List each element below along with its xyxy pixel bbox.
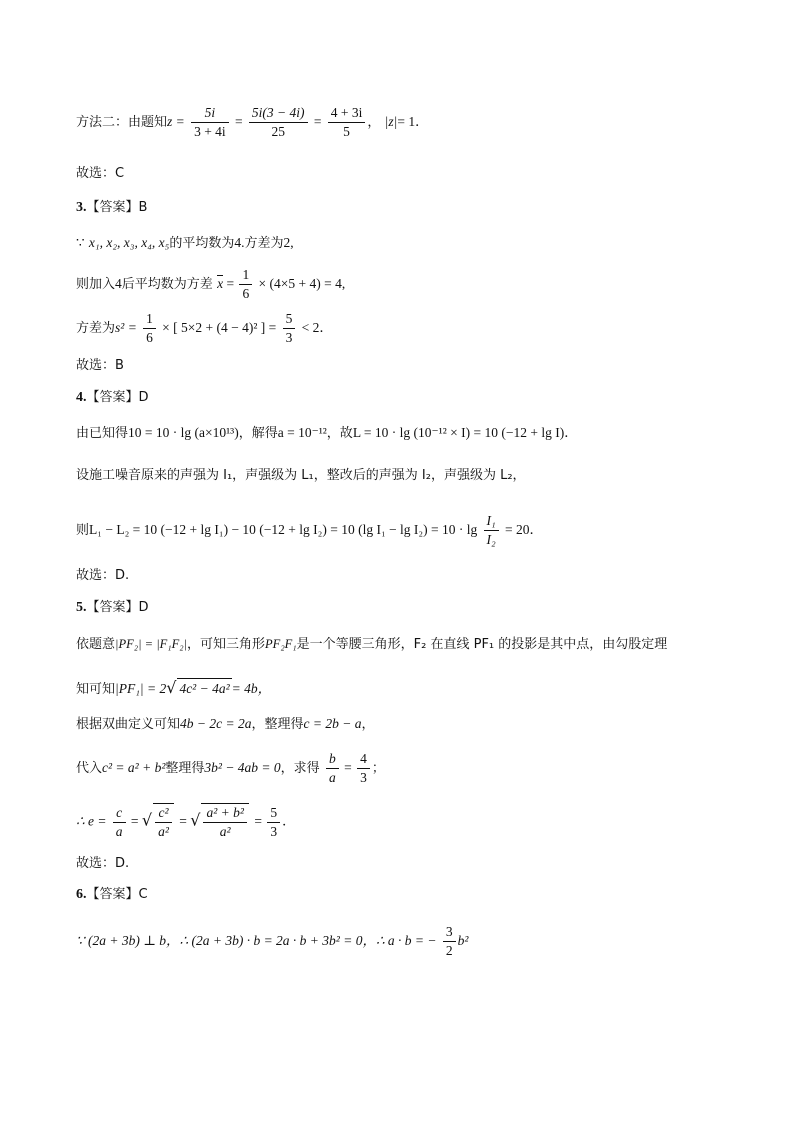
equals-sign: = <box>234 114 243 129</box>
q4-answer: 【答案】D <box>86 390 149 405</box>
q4-l1c: ，解得 <box>238 426 278 441</box>
q3-number: 3. <box>76 200 87 215</box>
fraction-14: $\frac{3}{2}$ <box>443 923 456 960</box>
q5-line-2: 知可知|PF₁| = 2√ 4c² − 4a² = 4b， <box>76 678 272 697</box>
q5-l5b: ． <box>282 813 296 829</box>
because-symbol: ∵ <box>76 235 85 250</box>
fraction-12: $\frac{\text{a² + b²}}{\text{a²}}$ <box>201 803 248 841</box>
q6-answer-header <box>76 885 148 905</box>
q4-number: 4. <box>76 390 87 405</box>
q3-line-3 <box>76 310 333 347</box>
q5-l4b: c² = a² + b² <box>102 760 166 775</box>
q3-l3-end: < 2． <box>301 320 333 335</box>
choice-d: 故选：D. <box>76 568 130 583</box>
q4-line-1 <box>76 423 578 444</box>
q5-l3e: ， <box>361 717 375 732</box>
q3-l2-prefix: 则加入 <box>76 277 116 292</box>
q5-line-3 <box>76 714 374 735</box>
q5-l4f: ； <box>371 761 385 776</box>
s-squared: s² = <box>115 320 137 335</box>
q3-l3-prefix: 方差为 <box>76 321 116 336</box>
fraction-7: $\frac{\text{I₁}}{\text{I₂}}$ <box>484 512 499 549</box>
q5-l2c: 4c² − 4a² <box>177 678 231 699</box>
method-two-line <box>76 104 429 141</box>
q5-l2a: 知可知 <box>76 682 116 697</box>
fraction-1: $\frac{5i}{3 + 4i}$ <box>191 104 229 141</box>
z-equals: z = <box>167 114 185 129</box>
q4-l1e: ，故 <box>326 426 353 441</box>
q4-l1d: a = 10⁻¹² <box>277 425 327 440</box>
q5-answer-header <box>76 598 149 618</box>
q3-answer: 【答案】B <box>86 200 148 215</box>
q3-l2-mid: 后平均数为方差 <box>121 277 213 292</box>
q5-l1b: |PF₂| = |F₁F₂| <box>115 637 188 651</box>
q6-line-1 <box>76 923 468 960</box>
q5-number: 5. <box>76 600 87 615</box>
method-two-prefix: 方法二：由题知 <box>76 115 168 130</box>
choice-c: 故选：C <box>76 166 125 181</box>
q3-mean-value: 4 <box>234 235 242 250</box>
choice-d-2: 故选：D. <box>76 856 130 871</box>
fraction-3: $\frac{4 + 3i}{5}$ <box>328 104 366 141</box>
fraction-9: $\frac{4}{3}$ <box>357 750 370 787</box>
q5-l2d: = 4b， <box>231 681 272 696</box>
q3-l2-end: × (4×5 + 4) = 4, <box>258 276 346 291</box>
q6-l1b: b² <box>457 933 469 948</box>
q5-l4d: 3b² − 4ab = 0 <box>204 760 281 775</box>
fraction-8: $\frac{b}{a}$ <box>326 750 339 787</box>
q5-l3c: ，整理得 <box>251 717 304 732</box>
comma: ， <box>367 115 381 130</box>
x-list: x₁, x₂, x₃, x₄, x₅ <box>88 235 170 250</box>
q5-l4a: 代入 <box>76 761 103 776</box>
equals-sign: = <box>313 114 322 129</box>
q4-l3a: 则 <box>76 523 90 538</box>
q5-line-1 <box>76 634 667 655</box>
q3-line-1: ∵ x₁, x₂, x₃, x₄, x₅的平均数为4.方差为2, <box>76 235 294 251</box>
q5-l1c: ，可知三角形 <box>187 637 266 652</box>
fraction-5: $\frac{1}{6}$ <box>143 310 156 347</box>
q6-number: 6. <box>76 887 87 902</box>
q5-l4e: ，求得 <box>280 761 320 776</box>
q5-l3a: 根据双曲定义可知 <box>76 717 181 732</box>
q5-l3d: c = 2b − a <box>303 716 362 731</box>
fraction-10: $\frac{c}{a}$ <box>113 804 126 841</box>
q3-l3-mid: × [ 5×2 + (4 − 4)² ] = <box>162 320 277 335</box>
q3-l1-suffix: 的平均数为 <box>169 236 235 251</box>
q3-l1-mid: 方差为 <box>244 236 284 251</box>
q4-l1b: 10 = 10 · lg (a×10¹³) <box>128 425 239 440</box>
q6-l1a: ∵ (2a + 3b) ⊥ b，∴ (2a + 3b) · b = 2a · b + 3b² = 0，∴ a · b = − <box>76 933 437 948</box>
q5-line-4: 代入c² = a² + b²整理得3b² − 4ab = 0，求得 $\frac{b}{a}$ = $\frac{4}{3}$ ； <box>76 751 385 785</box>
fraction-11: $\frac{\text{c²}}{\text{a²}}$ <box>153 803 174 841</box>
q4-line-2: 设施工噪音原来的声强为 I₁，声强级为 L₁，整改后的声强为 I₂，声强级为 L₂， <box>76 468 526 483</box>
q3-variance: 2, <box>283 235 294 250</box>
q5-line-5: ∴ e = $\frac{c}{a}$ = √ $\frac{\text{c²}}{\text{a²}}$ = √ $\frac{\text{a² + b²}}{\text{a²}}$ = $\frac{5}{3}$ ． <box>76 804 296 839</box>
q6-answer: 【答案】C <box>86 887 148 902</box>
fraction-2: $\frac{5i(3 - 4i)}{25}$ <box>249 104 308 141</box>
q3-answer-header <box>76 198 147 218</box>
q5-l4c: 整理得 <box>165 761 205 776</box>
abs-z: |z| <box>384 114 398 129</box>
q4-line-3 <box>76 512 543 549</box>
q5-l5a: ∴ e = <box>76 813 107 829</box>
choice-b: 故选：B <box>76 358 124 373</box>
q4-l3b: L₁ − L₂ = 10 (−12 + lg I₁) − 10 (−12 + lg I₂) = 10 (lg I₁ − lg I₂) = 10 · lg <box>89 522 478 537</box>
fraction-13: $\frac{5}{3}$ <box>267 804 280 841</box>
q3-line-2: 则加入4后平均数为方差 x = $\frac{1}{6}$ × (4×5 + 4) = 4, <box>76 267 346 301</box>
q4-l3c: = 20． <box>505 522 544 537</box>
q5-l1a: 依题意 <box>76 637 116 652</box>
q4-answer-header <box>76 388 149 408</box>
q5-l2b: |PF₁| = 2 <box>115 681 167 696</box>
q4-l1a: 由已知得 <box>76 426 129 441</box>
q5-l1e: 是一个等腰三角形，F₂ 在直线 PF₁ 的投影是其中点，由勾股定理 <box>296 637 668 652</box>
q5-answer: 【答案】D <box>86 600 149 615</box>
q4-l1f: L = 10 · lg (10⁻¹² × I) = 10 (−12 + lg I)． <box>352 425 578 440</box>
x-bar: x <box>217 276 224 291</box>
fraction-6: $\frac{5}{3}$ <box>283 310 296 347</box>
abs-z-value: = 1． <box>397 114 429 129</box>
q5-l1d: PF₂F₁ <box>265 637 297 651</box>
fraction-4: $\frac{1}{6}$ <box>239 266 252 303</box>
q5-l3b: 4b − 2c = 2a <box>180 716 252 731</box>
